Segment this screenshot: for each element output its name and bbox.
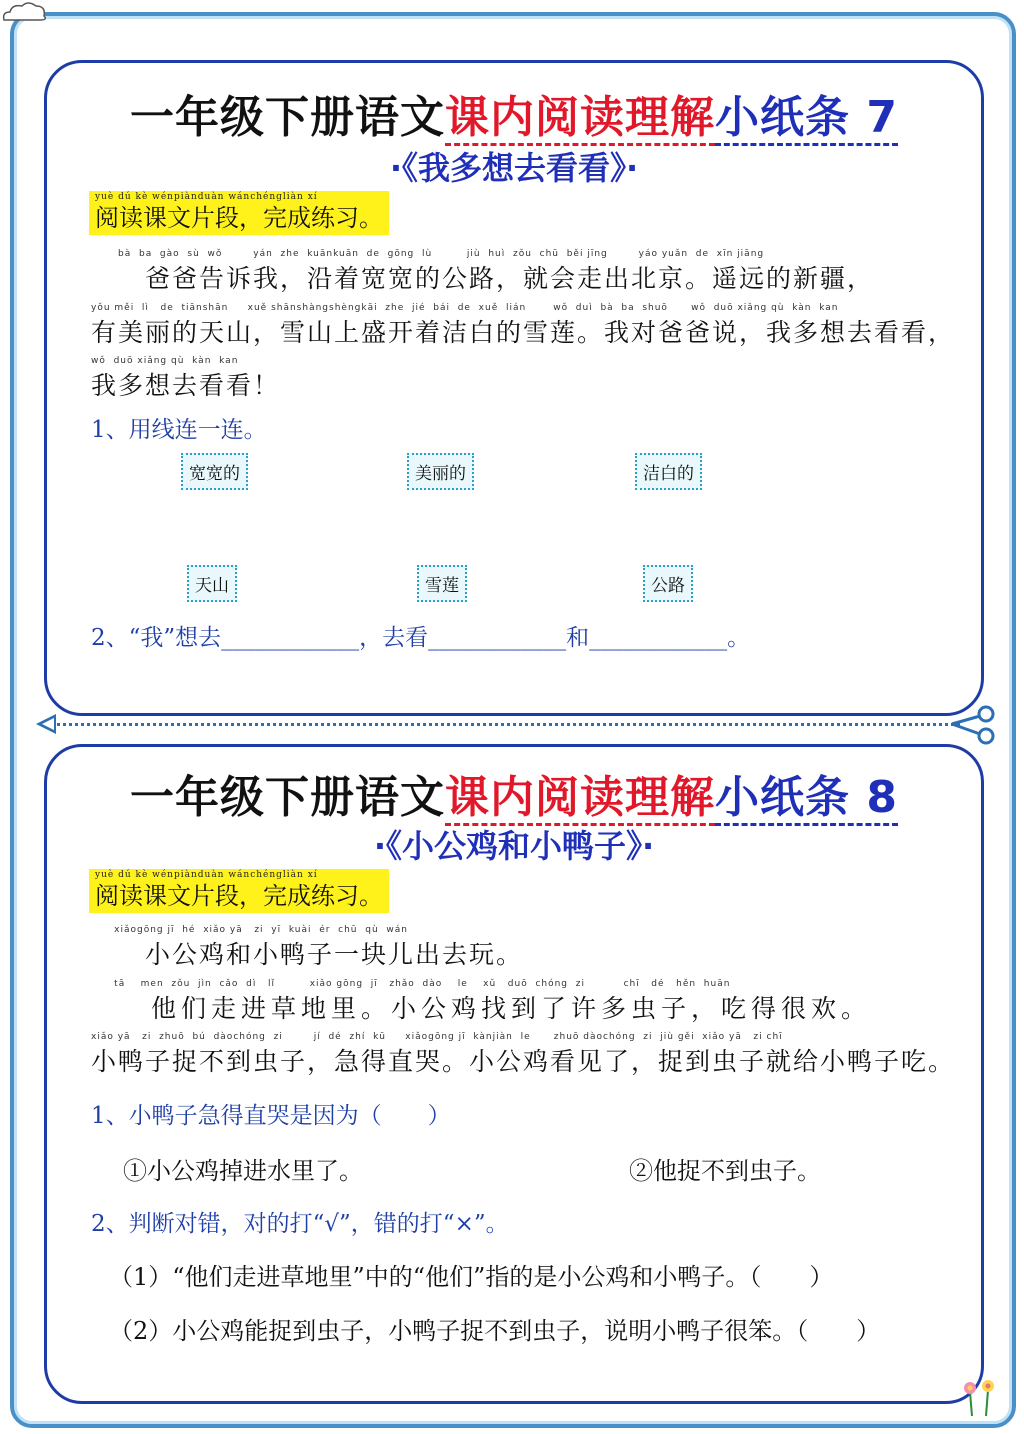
passage-line: 他们走进草地里。小公鸡找到了许多虫子，吃得很欢。 [91,994,872,1023]
passage-line: 小鸭子捉不到虫子，急得直哭。小公鸡看见了，捉到虫子就给小鸭子吃。 [91,1047,956,1076]
instruction-pinyin: yuè dú kè wénpiànduàn wánchéngliàn xí [95,192,318,202]
instruction-text: 阅读课文片段，完成练习。 [95,204,383,232]
match-box-top[interactable]: 洁白的 [635,453,702,490]
passage-line: 爸爸告诉我，沿着宽宽的公路，就会走出北京。遥远的新疆， [91,264,875,293]
worksheet-card-7 [44,60,984,716]
match-box-bottom[interactable]: 公路 [643,565,693,602]
match-box-top[interactable]: 美丽的 [407,453,474,490]
instruction-highlight [89,869,389,913]
passage-line: 我多想去看看！ [91,371,281,400]
cut-line [40,723,960,726]
match-box-bottom[interactable]: 雪莲 [417,565,467,602]
worksheet-title-8: 一年级下册语文课内阅读理解小纸条 8 [47,761,981,825]
scissors-icon [950,704,998,748]
instruction-pinyin: yuè dú kè wénpiànduàn wánchéngliàn xí [95,870,318,880]
question-2[interactable]: 2、“我”想去____________，去看____________和____________。 [91,625,751,651]
judgement-item[interactable]: （2）小公鸡能捉到虫子，小鸭子捉不到虫子，说明小鸭子很笨。（ ） [109,1317,881,1345]
question-2: 2、判断对错，对的打“√”，错的打“×”。 [91,1211,509,1237]
instruction-highlight [89,191,389,235]
pinyin-line: xiǎogōng jī hé xiǎo yā zi yī kuài ér chū qù wán [91,925,408,935]
lesson-subtitle: ·《我多想去看看》· [389,149,639,187]
passage-line: 有美丽的天山，雪山上盛开着洁白的雪莲。我对爸爸说，我多想去看看， [91,318,956,347]
pinyin-line: xiǎo yā zi zhuō bú dàochóng zi jí dé zhí kū xiǎogōng jī kànjiàn le zhuō dàochóng zi jiù gěi xiǎo yā zi chī [91,1032,783,1042]
flowers-icon [958,1378,1002,1418]
answer-option[interactable]: ②他捉不到虫子。 [629,1157,821,1185]
passage-line: 小公鸡和小鸭子一块儿出去玩。 [91,940,524,969]
answer-option[interactable]: ①小公鸡掉进水里了。 [123,1157,363,1185]
pinyin-line: wǒ duō xiǎng qù kàn kan [91,356,239,366]
question-1[interactable]: 1、小鸭子急得直哭是因为（ ） [91,1103,451,1129]
worksheet-card-8 [44,744,984,1404]
cloud-icon [0,0,50,24]
question-1: 1、用线连一连。 [91,417,267,443]
pinyin-line: tā men zǒu jìn cǎo dì lǐ xiǎo gōng jī zhǎo dào le xǔ duō chóng zi chī dé hěn huān [91,979,731,989]
match-box-bottom[interactable]: 天山 [187,565,237,602]
worksheet-title-7: 一年级下册语文课内阅读理解小纸条 7 [47,81,981,145]
instruction-text: 阅读课文片段，完成练习。 [95,882,383,910]
pinyin-line: yǒu měi lì de tiānshān xuě shānshàngshèngkāi zhe jié bái de xuě lián wǒ duì bà ba shuō wǒ duō xiǎng qù kàn kan [91,303,839,313]
lesson-subtitle: ·《小公鸡和小鸭子》· [373,827,655,865]
judgement-item[interactable]: （1）“他们走进草地里”中的“他们”指的是小公鸡和小鸭子。（ ） [109,1263,834,1291]
pinyin-line: bà ba gào sù wǒ yán zhe kuānkuān de gōng lù jiù huì zǒu chū běi jīng yáo yuǎn de xīn jiāng [91,249,765,259]
match-box-top[interactable]: 宽宽的 [181,453,248,490]
